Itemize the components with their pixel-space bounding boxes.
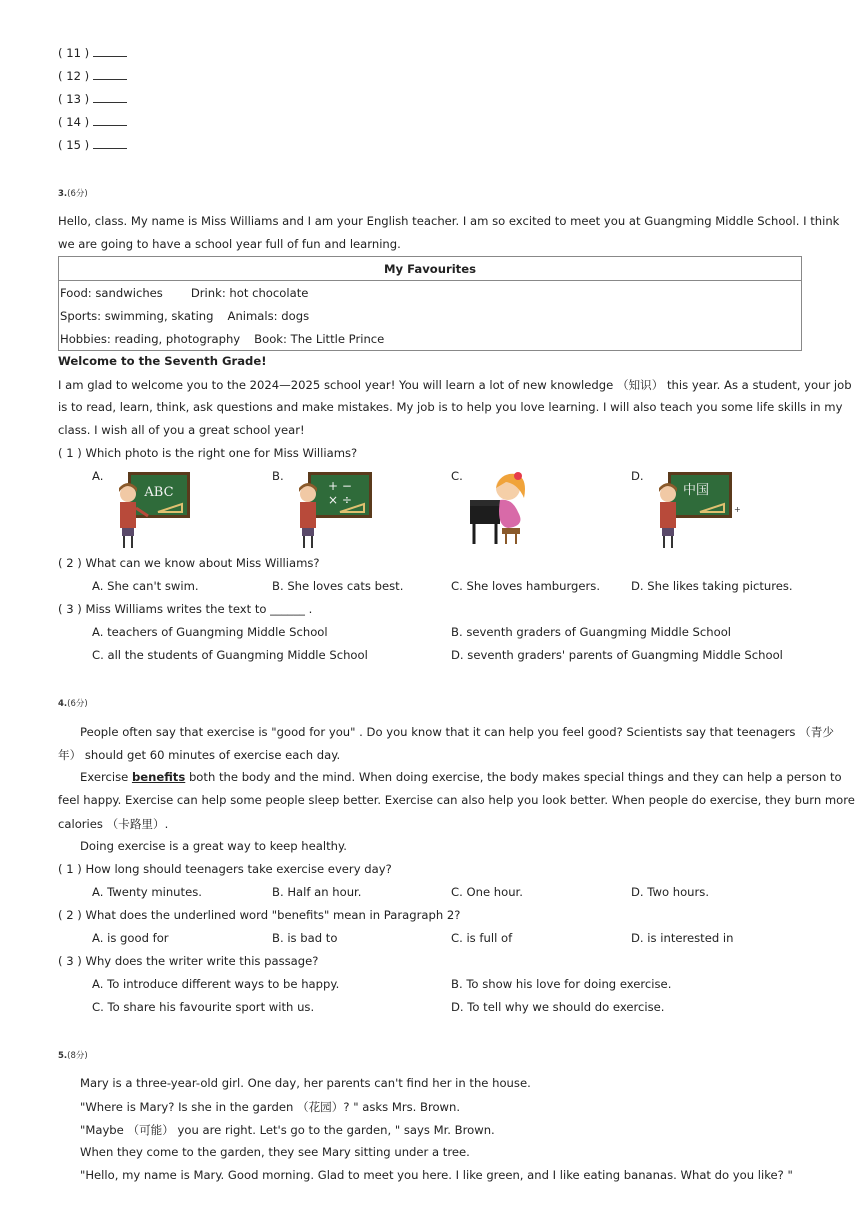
q4-paragraph-2-line-3: calories （卡路里）. (58, 817, 169, 831)
answer-blank-15: ( 15 ) (58, 138, 127, 152)
svg-text:× ÷: × ÷ (328, 493, 352, 507)
q4-sub2-question: ( 2 ) What does the underlined word "benefits" mean in Paragraph 2? (58, 908, 461, 922)
q3-sub2-option-b[interactable]: B. She loves cats best. (272, 579, 404, 593)
answer-line[interactable] (93, 139, 127, 149)
q3-sub2-option-a[interactable]: A. She can't swim. (92, 579, 199, 593)
photo-option-a-label[interactable]: A. (92, 469, 104, 483)
teacher-abc-board-image[interactable] (106, 468, 194, 550)
q4-sub1-option-d[interactable]: D. Two hours. (631, 885, 710, 899)
photo-option-c-label[interactable]: C. (451, 469, 463, 483)
answer-blank-11: ( 11 ) (58, 46, 127, 60)
girl-piano-image[interactable] (466, 468, 538, 548)
q3-sub1-question: ( 1 ) Which photo is the right one for Miss Williams? (58, 446, 358, 460)
q4-sub2-option-d[interactable]: D. is interested in (631, 931, 734, 945)
q3-sub2-question: ( 2 ) What can we know about Miss Williams? (58, 556, 320, 570)
q3-sub2-option-c[interactable]: C. She loves hamburgers. (451, 579, 601, 593)
q4-paragraph-3: Doing exercise is a great way to keep healthy. (80, 839, 347, 853)
q3-sub3-option-a[interactable]: A. teachers of Guangming Middle School (92, 625, 328, 639)
q4-sub1-option-a[interactable]: A. Twenty minutes. (92, 885, 202, 899)
q4-paragraph-1-line-1: People often say that exercise is "good for you" . Do you know that it can help you feel good? Scientists say that teenagers （青少 (80, 725, 834, 739)
q5-line-1: Mary is a three-year-old girl. One day, her parents can't find her in the house. (80, 1076, 531, 1090)
q4-paragraph-2-line-2: feel happy. Exercise can help some people sleep better. Exercise can also help you look better. When people do exercise, they burn more (58, 793, 855, 807)
q4-sub2-option-a[interactable]: A. is good for (92, 931, 169, 945)
photo-option-b-label[interactable]: B. (272, 469, 284, 483)
q4-sub3-option-a[interactable]: A. To introduce different ways to be happy. (92, 977, 340, 991)
board-text: ABC (144, 485, 174, 500)
answer-blank-13: ( 13 ) (58, 92, 127, 106)
table-row: Sports: swimming, skating Animals: dogs (59, 304, 802, 327)
answer-line[interactable] (93, 47, 127, 57)
q4-sub2-option-c[interactable]: C. is full of (451, 931, 513, 945)
q4-sub1-option-c[interactable]: C. One hour. (451, 885, 523, 899)
welcome-title: Welcome to the Seventh Grade! (58, 354, 267, 368)
teacher-math-board-image[interactable] (286, 468, 376, 550)
q3-sub3-option-d[interactable]: D. seventh graders' parents of Guangming Middle School (451, 648, 783, 662)
question-4-number: 4.(6分) (58, 699, 88, 709)
board-text: 中国 (682, 483, 710, 498)
q5-line-5: "Hello, my name is Mary. Good morning. Glad to meet you here. I like green, and I like eating bananas. What do you like? " (80, 1168, 793, 1182)
answer-line[interactable] (93, 93, 127, 103)
favourites-table (58, 256, 802, 351)
q4-sub3-option-b[interactable]: B. To show his love for doing exercise. (451, 977, 672, 991)
svg-text:+: + (734, 505, 741, 514)
question-5-number: 5.(8分) (58, 1051, 88, 1061)
q4-sub2-option-b[interactable]: B. is bad to (272, 931, 338, 945)
photo-option-d-label[interactable]: D. (631, 469, 644, 483)
welcome-line-2: is to read, learn, think, ask questions and make mistakes. My job is to help you love learning. I will also teach you some life skills in my (58, 400, 843, 414)
q4-sub3-option-d[interactable]: D. To tell why we should do exercise. (451, 1000, 665, 1014)
q4-sub1-question: ( 1 ) How long should teenagers take exercise every day? (58, 862, 392, 876)
q4-paragraph-1-line-2: 年） should get 60 minutes of exercise each day. (58, 748, 341, 762)
q4-paragraph-2-line-1: Exercise benefits both the body and the mind. When doing exercise, the body makes special things and they can help a person to (80, 770, 842, 784)
answer-line[interactable] (93, 70, 127, 80)
svg-text:+ −: + − (328, 479, 352, 493)
teacher-chinese-board-image[interactable] (646, 468, 741, 550)
q4-sub3-option-c[interactable]: C. To share his favourite sport with us. (92, 1000, 315, 1014)
q5-line-2: "Where is Mary? Is she in the garden （花园）? " asks Mrs. Brown. (80, 1100, 461, 1114)
q3-intro-line-1: Hello, class. My name is Miss Williams and I am your English teacher. I am so excited to meet you at Guangming Middle School. I think (58, 214, 840, 228)
answer-blank-14: ( 14 ) (58, 115, 127, 129)
q3-intro-line-2: we are going to have a school year full of fun and learning. (58, 237, 401, 251)
underlined-word: benefits (131, 770, 186, 784)
welcome-line-3: class. I wish all of you a great school year! (58, 423, 305, 437)
answer-blank-12: ( 12 ) (58, 69, 127, 83)
q3-sub3-option-b[interactable]: B. seventh graders of Guangming Middle School (451, 625, 732, 639)
answer-line[interactable] (93, 116, 127, 126)
q3-sub3-question: ( 3 ) Miss Williams writes the text to ______ . (58, 602, 313, 616)
q3-sub3-option-c[interactable]: C. all the students of Guangming Middle School (92, 648, 368, 662)
question-3-number: 3.(6分) (58, 189, 88, 199)
table-row: Hobbies: reading, photography Book: The Little Prince (59, 327, 802, 351)
q3-sub2-option-d[interactable]: D. She likes taking pictures. (631, 579, 793, 593)
table-row: Food: sandwiches Drink: hot chocolate (59, 281, 802, 305)
q5-line-4: When they come to the garden, they see Mary sitting under a tree. (80, 1145, 470, 1159)
q4-sub3-question: ( 3 ) Why does the writer write this passage? (58, 954, 319, 968)
q4-sub1-option-b[interactable]: B. Half an hour. (272, 885, 362, 899)
q5-line-3: "Maybe （可能） you are right. Let's go to the garden, " says Mr. Brown. (80, 1123, 495, 1137)
table-title: My Favourites (59, 257, 802, 281)
welcome-line-1: I am glad to welcome you to the 2024—2025 school year! You will learn a lot of new knowledge （知识） this year. As a student, your job (58, 378, 852, 392)
